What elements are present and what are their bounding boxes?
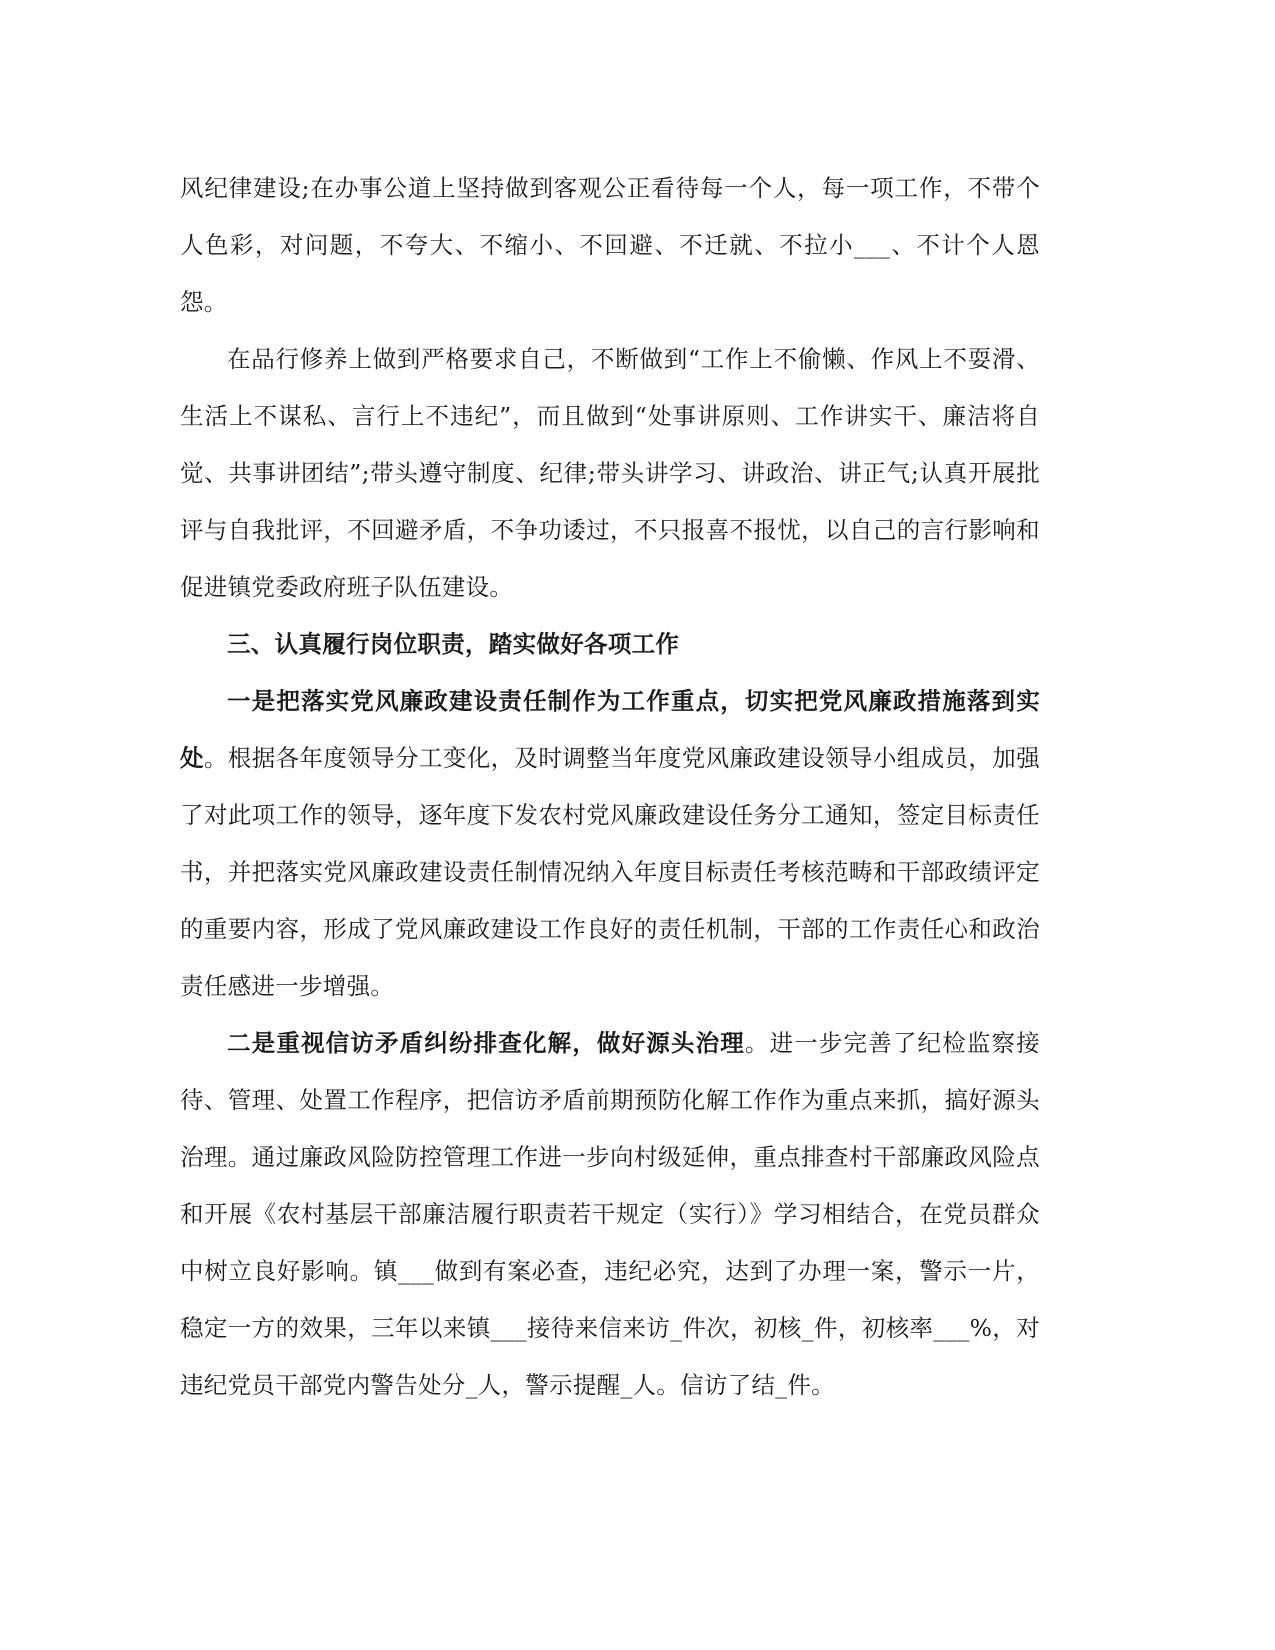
paragraph-discipline-fairness: 风纪律建设;在办事公道上坚持做到客观公正看待每一个人，每一项工作，不带个人色彩，对问题，不夸大、不缩小、不回避、不迁就、不拉小___、不计个人恩怨。 <box>180 174 1040 316</box>
paragraph-petition-disputes <box>180 1015 1040 1414</box>
paragraph-body-2: 。进一步完善了纪检监察接待、管理、处置工作程序，把信访矛盾前期预防化解工作作为重点来抓，搞好源头治理。通过廉政风险防控管理工作进一步向村级延伸，重点排查村干部廉政风险点和开展《农村基层干部廉洁履行职责若干规定（实行）》学习相结合，在党员群众中树立良好影响。镇___做到有案必查，违纪必究，达到了办理一案，警示一片，稳定一方的效果，三年以来镇___接待来信来访_件次，初核_件，初核率___%，对违纪党员干部党内警告处分_人，警示提醒_人。信访了结_件。 <box>180 1029 1040 1399</box>
paragraph-body-1: 。根据各年度领导分工变化，及时调整当年度党风廉政建设领导小组成员，加强了对此项工作的领导，逐年度下发农村党风廉政建设任务分工通知，签定目标责任书，并把落实党风廉政建设责任制情况纳入年度目标责任考核范畴和干部政绩评定的重要内容，形成了党风廉政建设工作良好的责任机制，干部的工作责任心和政治责任感进一步增强。 <box>180 744 1041 1000</box>
paragraph-lead-2: 二是重视信访矛盾纠纷排查化解，做好源头治理 <box>227 1029 745 1057</box>
paragraph-moral-conduct: 在品行修养上做到严格要求自己，不断做到“工作上不偷懒、作风上不耍滑、生活上不谋私、言行上不违纪”，而且做到“处事讲原则、工作讲实干、廉洁将自觉、共事讲团结”;带头遵守制度、纪律;带头讲学习、讲政治、讲正气;认真开展批评与自我批评，不回避矛盾，不争功诿过，不只报喜不报忧，以自己的言行影响和促进镇党委政府班子队伍建设。 <box>180 345 1040 601</box>
paragraph-lead-1: 一是把落实党风廉政建设责任制作为工作重点，切实把党风廉政措施落到实处 <box>180 687 1040 772</box>
paragraph-responsibility-system <box>180 673 1040 1015</box>
section-heading-3: 三、认真履行岗位职责，踏实做好各项工作 <box>227 630 680 658</box>
document-page <box>180 160 1040 1414</box>
